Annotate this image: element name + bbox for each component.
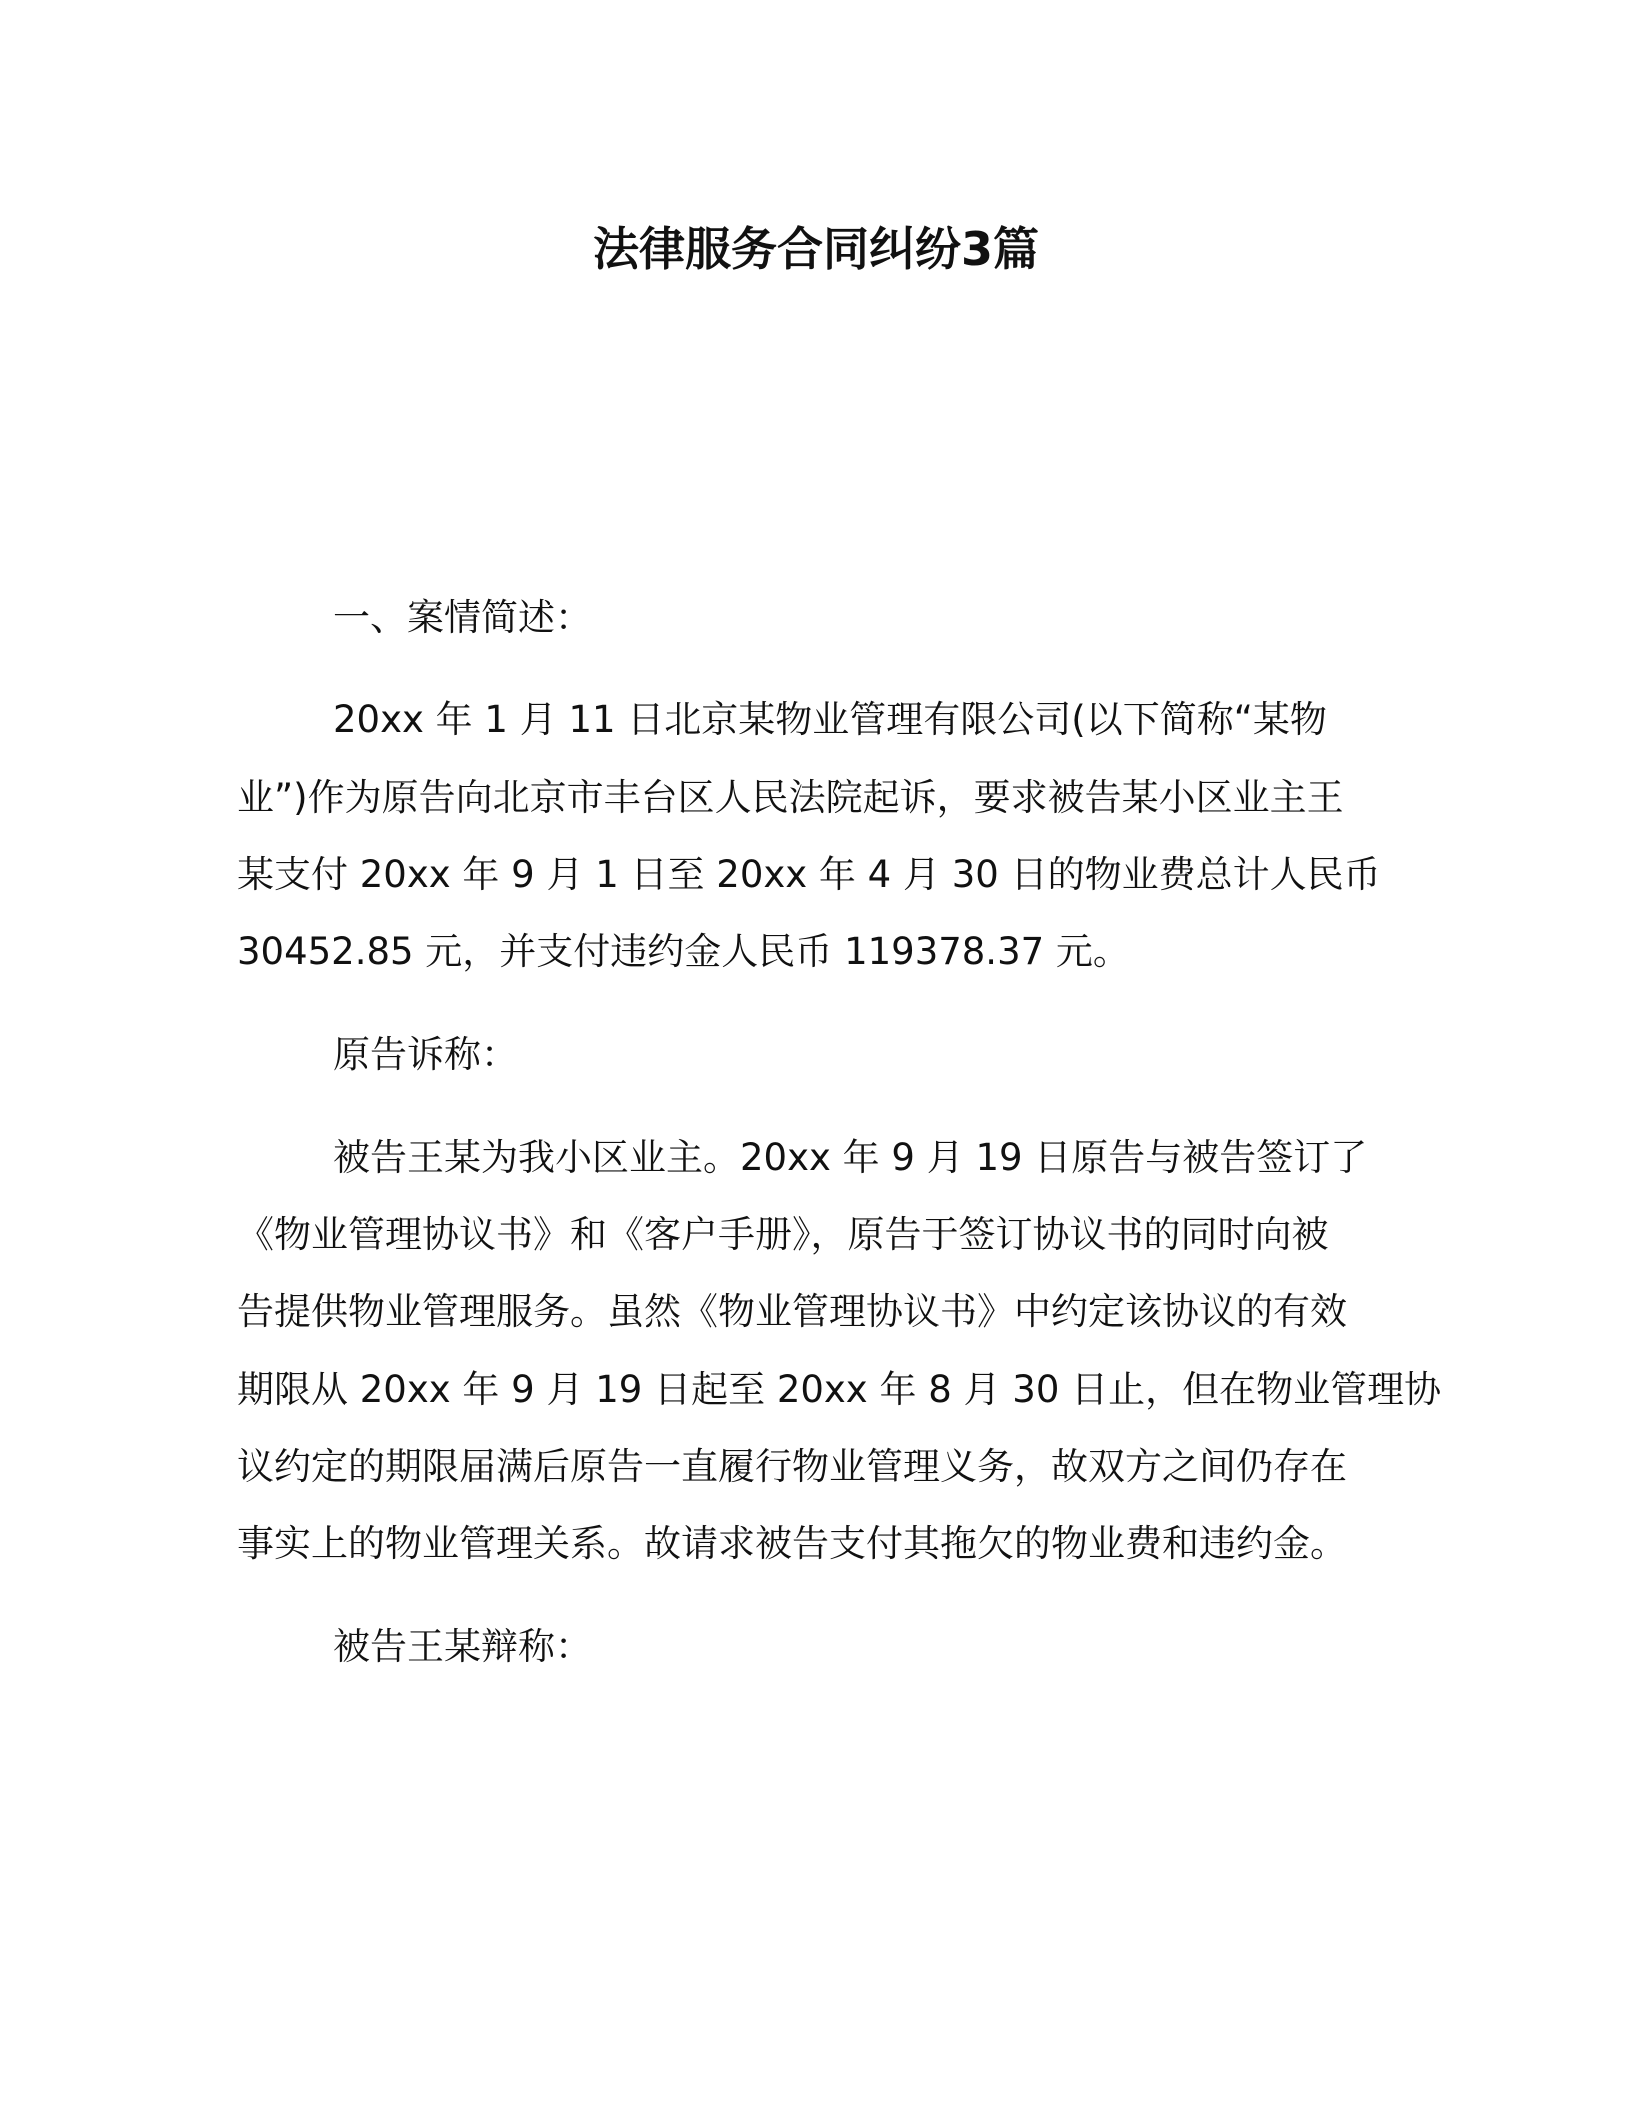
plaintiff-paragraph [237, 1119, 1457, 1583]
paragraph-line: 告提供物业管理服务。虽然《物业管理协议书》中约定该协议的有效 [237, 1290, 1347, 1334]
paragraph-line: 被告王某为我小区业主。20xx 年 9 月 19 日原告与被告签订了 [333, 1135, 1368, 1179]
paragraph-line: 事实上的物业管理关系。故请求被告支付其拖欠的物业费和违约金。 [237, 1522, 1347, 1566]
defendant-heading-block [237, 1608, 1457, 1685]
case-summary-heading-block [237, 579, 1457, 656]
case-summary-paragraph [237, 681, 1457, 990]
paragraph-line: 30452.85 元，并支付违约金人民币 119378.37 元。 [237, 930, 1130, 974]
paragraph-line: 期限从 20xx 年 9 月 19 日起至 20xx 年 8 月 30 日止，但在物业管理协 [237, 1367, 1442, 1411]
section-heading-case-summary: 一、案情简述： [333, 595, 592, 639]
plaintiff-heading-block [237, 1016, 1457, 1093]
section-heading-plaintiff-claims: 原告诉称： [333, 1032, 518, 1076]
paragraph-line: 20xx 年 1 月 11 日北京某物业管理有限公司(以下简称“某物 [333, 698, 1327, 742]
document-title: 法律服务合同纠纷3篇 [592, 222, 1039, 276]
section-heading-defendant-defense: 被告王某辩称： [333, 1624, 592, 1668]
document-body [237, 579, 1457, 1711]
paragraph-line: 某支付 20xx 年 9 月 1 日至 20xx 年 4 月 30 日的物业费总计人民币 [237, 853, 1381, 896]
paragraph-line: 议约定的期限届满后原告一直履行物业管理义务，故双方之间仍存在 [237, 1444, 1347, 1488]
paragraph-line: 业”)作为原告向北京市丰台区人民法院起诉，要求被告某小区业主王 [237, 775, 1344, 819]
paragraph-line: 《物业管理协议书》和《客户手册》，原告于签订协议书的同时向被 [237, 1212, 1329, 1256]
